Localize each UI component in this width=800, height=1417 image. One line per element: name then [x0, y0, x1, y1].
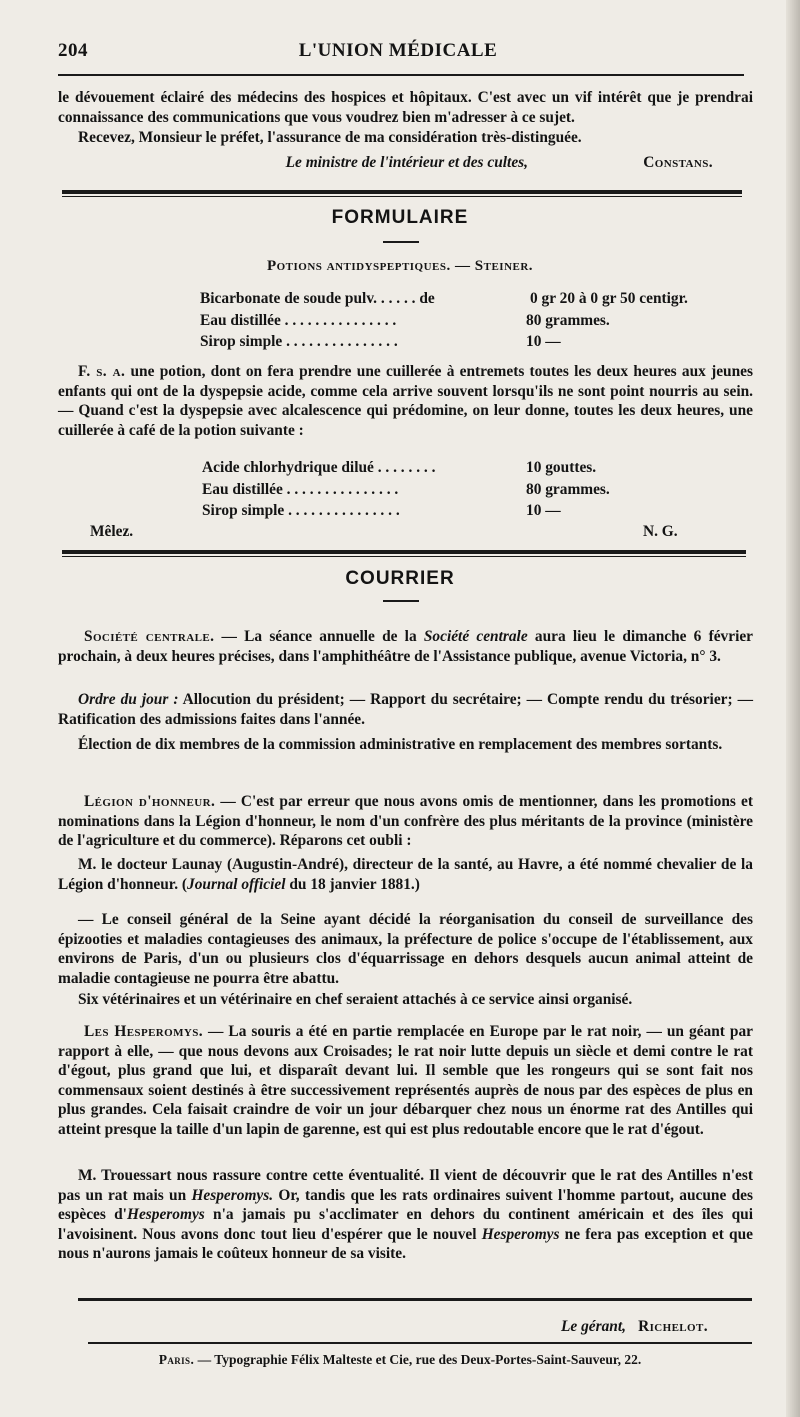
formulaire-instructions [58, 362, 753, 440]
quantity: 10 — [526, 502, 561, 519]
section-rule-thin [62, 556, 746, 557]
signature-title: Le ministre de l'intérieur et des cultes, [285, 154, 528, 171]
recipe2-row [202, 459, 742, 479]
hesperomys-label: Les Hesperomys. [84, 1023, 204, 1040]
hesperomys-term: Hesperomys [481, 1225, 560, 1243]
societe-text-end: aura lieu le dimanche 6 février prochain, à deux heures précises, dans l'amphithéâtre de l'Assistance publique, avenue Victoria, n° 3. [58, 628, 754, 665]
instructions-text: une potion, dont on fera prendre une cuillerée à entremets toutes les deux heures aux jeunes enfants qui ont de la dyspepsie acide, comme cela arrive souvent lorsqu'ils ne sont point nourris au sein. — Quand c'est la dyspepsie avec alcalescence qui prédomine, on leur donne, toutes les deux heures, une cuillerée à café de la potion suivante : [58, 363, 753, 439]
quantity: 10 gouttes. [526, 459, 597, 476]
footer-rule [88, 1342, 752, 1344]
imprint-city: Paris. [158, 1352, 195, 1367]
quantity: 0 gr 20 à 0 gr 50 centigr. [530, 290, 688, 307]
recipe2-footer [90, 523, 690, 543]
recipe1-row [200, 312, 740, 332]
formulaire-title-underline [383, 241, 419, 243]
trouessart-text: M. Trouessart nous rassure contre cette éventualité. Il vient de découvrir que le rat des Antilles n'est pas un rat mais un [58, 1167, 753, 1204]
formulaire-subtitle: Potions antidyspeptiques. — Steiner. [266, 258, 534, 274]
section-rule-thick [62, 550, 746, 554]
courrier-launay [58, 855, 753, 894]
hesperomys-term: Hesperomys [126, 1206, 205, 1224]
gerant-label: Le gérant, [561, 1318, 626, 1335]
societe-text: — La séance annuelle de la [214, 628, 424, 645]
courrier-societe [58, 627, 753, 666]
ingredient: Eau distillée . . . . . . . . . . . . . . . [200, 312, 397, 329]
ingredient: Sirop simple . . . . . . . . . . . . . . . [202, 502, 400, 519]
letter-signature [58, 154, 713, 174]
trouessart-text: ne fera pas exception et que nous n'aurons jamais le coûteux honneur de sa visite. [58, 1225, 754, 1263]
imprint-text: — Typographie Félix Malteste et Cie, rue des Deux-Portes-Saint-Sauveur, 22. [194, 1352, 642, 1367]
courrier-legion [58, 792, 753, 851]
gerant-name: Richelot. [638, 1318, 708, 1335]
courrier-trouessart [58, 1166, 753, 1264]
letter-paragraph: le dévouement éclairé des médecins des hospices et hôpitaux. C'est avec un vif intérêt que je prendrai connaissance des communications que vous voudrez bien m'adresser à ce sujet. [58, 89, 753, 126]
header-rule [58, 74, 744, 76]
section-rule-thick [62, 190, 742, 194]
journal-officiel: Journal officiel [187, 875, 286, 893]
fsa-abbreviation: F. s. a. [78, 363, 126, 380]
trouessart-text: Or, tandis que les rats ordinaires suivent l'homme partout, aucune des espèces d' [58, 1186, 754, 1224]
ingredient: Acide chlorhydrique dilué . . . . . . . . [202, 459, 436, 476]
quantity: 80 grammes. [526, 312, 610, 329]
page-header [58, 40, 738, 70]
legion-label: Légion d'honneur. [84, 793, 216, 810]
courrier-ordre-du-jour [58, 690, 753, 729]
signature-name: Constans. [643, 154, 713, 171]
melez-instruction: Mêlez. [90, 523, 134, 540]
courrier-election: Élection de dix membres de la commission administrative en remplacement des membres sortants. [78, 736, 723, 753]
societe-label: Société centrale. [84, 628, 215, 645]
closing-rule [78, 1298, 752, 1301]
launay-date: du 18 janvier 1881.) [285, 875, 420, 893]
printer-imprint [0, 1352, 800, 1368]
courrier-conseil: — Le conseil général de la Seine ayant décidé la réorganisation du conseil de surveillance des épizooties et maladies contagieuses des animaux, la préfecture de police s'occupe de l'établissement, aux environs de Paris, d'un ou plusieurs clos d'équarrissage en dehors desquels aucun animal atteint de maladie contagieuse ne pourra être abattu. [58, 911, 753, 987]
section-rule-thin [62, 196, 742, 197]
ordre-text: Allocution du président; — Rapport du secrétaire; — Compte rendu du trésorier; — Ratification des admissions faites dans l'année. [58, 691, 753, 728]
courrier-hesperomys [58, 1022, 753, 1140]
recipe1-row [200, 333, 740, 353]
recipe1-row [200, 290, 740, 310]
ingredient: Bicarbonate de soude pulv. . . . . . de [200, 290, 435, 307]
author-initials: N. G. [643, 523, 678, 540]
ingredient: Sirop simple . . . . . . . . . . . . . . . [200, 333, 398, 350]
recipe2-row [202, 502, 742, 522]
formulaire-title: FORMULAIRE [331, 207, 469, 228]
ingredient: Eau distillée . . . . . . . . . . . . . . . [202, 481, 399, 498]
trouessart-text: n'a jamais pu s'acclimater en dehors du continent américain et des îles qui l'avoisinent. Nous avons donc tout lieu d'espérer que le nouvel [58, 1206, 754, 1243]
hesperomys-text: — La souris a été en partie remplacée en Europe par le rat noir, — un géant par rapport à elle, — que nous devons aux Croisades; le rat noir lutte depuis un siècle et demi contre le rat d'égout, plus grand que lui, et disparaît devant lui. Il semble que les rongeurs qui se sont fait nos commensaux soient destinés à être successivement représentés auprès de nous par des espèces de plus en plus grandes. Cela faisait craindre de voir un jour débarquer chez nous un énorme rat des Antilles qui atteint presque la taille d'un lapin de garenne, est qui est plus redoutable encore que le rat d'égout. [58, 1023, 754, 1138]
recipe2-row [202, 481, 742, 501]
ordre-label: Ordre du jour : [78, 691, 179, 708]
hesperomys-term: Hesperomys. [191, 1186, 274, 1204]
legion-text: — C'est par erreur que nous avons omis de mentionner, dans les promotions et nominations dans la Légion d'honneur, le nom d'un confrère des plus méritants de la province (ministère de l'agriculture et du commerce). Réparons cet oubli : [58, 793, 753, 850]
societe-name: Société centrale [423, 628, 528, 645]
courrier-title-underline [383, 600, 419, 602]
quantity: 10 — [526, 333, 561, 350]
courrier-title: COURRIER [345, 568, 455, 589]
letter-closing: Recevez, Monsieur le préfet, l'assurance de ma considération très-distinguée. [78, 129, 582, 146]
running-title: L'UNION MÉDICALE [298, 40, 498, 61]
courrier-veterinaires: Six vétérinaires et un vétérinaire en chef seraient attachés à ce service ainsi organisé. [78, 991, 633, 1008]
gerant-signature [58, 1318, 708, 1338]
page-number: 204 [58, 40, 88, 61]
quantity: 80 grammes. [526, 481, 610, 498]
launay-text: M. le docteur Launay (Augustin-André), directeur de la santé, au Havre, a été nommé chevalier de la Légion d'honneur. ( [58, 856, 753, 893]
